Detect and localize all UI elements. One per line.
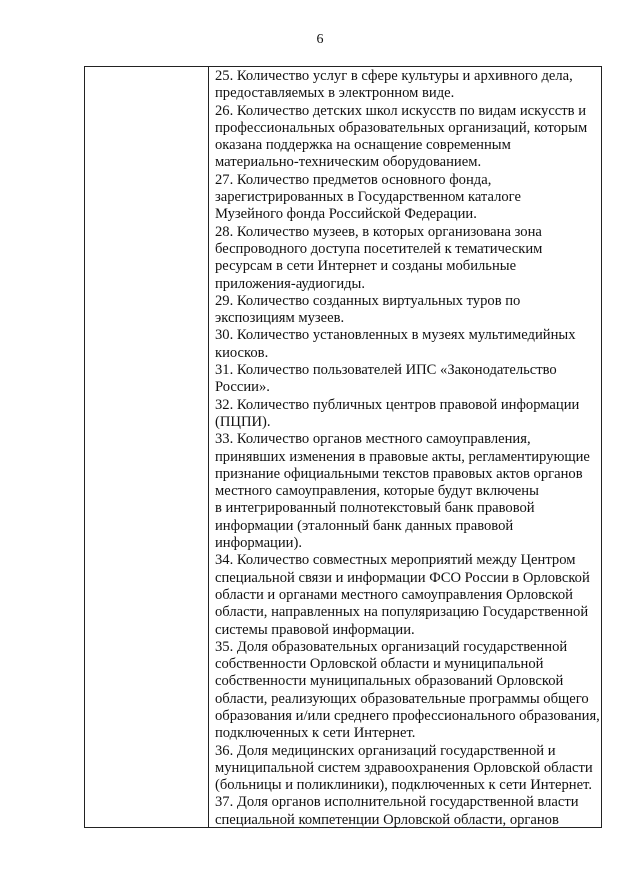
item-line: области и органами местного самоуправления Орловской: [215, 586, 573, 603]
item-line: беспроводного доступа посетителей к тематическим: [215, 240, 543, 257]
item-line: ресурсам в сети Интернет и созданы мобильные: [215, 258, 517, 275]
item-line: информации (эталонный банк данных правовой: [215, 517, 514, 534]
item-line: специальной связи и информации ФСО России в Орловской: [215, 569, 590, 586]
list-item: [215, 743, 601, 795]
item-line: специальной компетенции Орловской области, органов: [215, 811, 559, 828]
list-item: [215, 552, 601, 638]
item-line: России».: [215, 379, 270, 396]
indicator-table: [84, 66, 602, 828]
list-item: [215, 327, 601, 362]
item-line: местного самоуправления, которые будут включены: [215, 483, 539, 500]
list-item: [215, 293, 601, 328]
item-line: области, направленных на популяризацию Государственной: [215, 604, 589, 621]
list-item: [215, 397, 601, 432]
item-line: 27. Количество предметов основного фонда,: [215, 171, 492, 188]
table-right-column: [209, 67, 601, 827]
list-item: [215, 224, 601, 293]
page-number: 6: [316, 32, 324, 47]
item-line: в интегрированный полнотекстовый банк правовой: [215, 500, 535, 517]
item-line: 32. Количество публичных центров правовой информации: [215, 396, 580, 413]
list-item: [215, 172, 601, 224]
item-line: (ПЦПИ).: [215, 413, 271, 430]
item-line: системы правовой информации.: [215, 621, 415, 638]
item-line: предоставляемых в электронном виде.: [215, 85, 455, 102]
table-left-column: [85, 67, 209, 827]
list-item: [215, 431, 601, 552]
item-line: оказана поддержка на оснащение современным: [215, 137, 511, 154]
item-line: 28. Количество музеев, в которых организована зона: [215, 223, 542, 240]
item-line: приложения-аудиогиды.: [215, 275, 366, 292]
item-line: собственности муниципальных образований Орловской: [215, 673, 564, 690]
item-line: 36. Доля медицинских организаций государственной и: [215, 742, 556, 759]
item-line: 33. Количество органов местного самоуправления,: [215, 431, 531, 448]
item-line: Музейного фонда Российской Федерации.: [215, 206, 477, 223]
list-item: [215, 362, 601, 397]
item-line: (больницы и поликлиники), подключенных к сети Интернет.: [215, 777, 592, 794]
list-item: [215, 68, 601, 103]
item-line: материально-техническим оборудованием.: [215, 154, 482, 171]
item-line: принявших изменения в правовые акты, регламентирующие: [215, 448, 590, 465]
item-line: 29. Количество созданных виртуальных туров по: [215, 292, 521, 309]
item-line: области, реализующих образовательные программы общего: [215, 690, 589, 707]
item-line: 35. Доля образовательных организаций государственной: [215, 638, 568, 655]
item-line: муниципальной систем здравоохранения Орловской области: [215, 759, 593, 776]
item-line: экспозициям музеев.: [215, 310, 345, 327]
list-item: [215, 794, 601, 829]
item-line: 37. Доля органов исполнительной государственной власти: [215, 794, 579, 811]
item-line: подключенных к сети Интернет.: [215, 725, 416, 742]
item-line: 26. Количество детских школ искусств по видам искусств и: [215, 102, 586, 119]
item-line: киосков.: [215, 344, 269, 361]
list-item: [215, 639, 601, 743]
item-line: собственности Орловской области и муниципальной: [215, 656, 544, 673]
item-line: признание официальными текстов правовых актов органов: [215, 465, 583, 482]
item-line: 25. Количество услуг в сфере культуры и архивного дела,: [215, 68, 573, 84]
item-line: 30. Количество установленных в музеях мультимедийных: [215, 327, 576, 344]
list-item: [215, 103, 601, 172]
item-line: образования и/или среднего профессионального образования,: [215, 707, 600, 724]
item-line: зарегистрированных в Государственном каталоге: [215, 189, 521, 206]
item-line: 34. Количество совместных мероприятий между Центром: [215, 552, 576, 569]
item-line: профессиональных образовательных организаций, которым: [215, 119, 588, 136]
item-line: информации).: [215, 535, 302, 552]
item-line: 31. Количество пользователей ИПС «Законодательство: [215, 362, 557, 379]
